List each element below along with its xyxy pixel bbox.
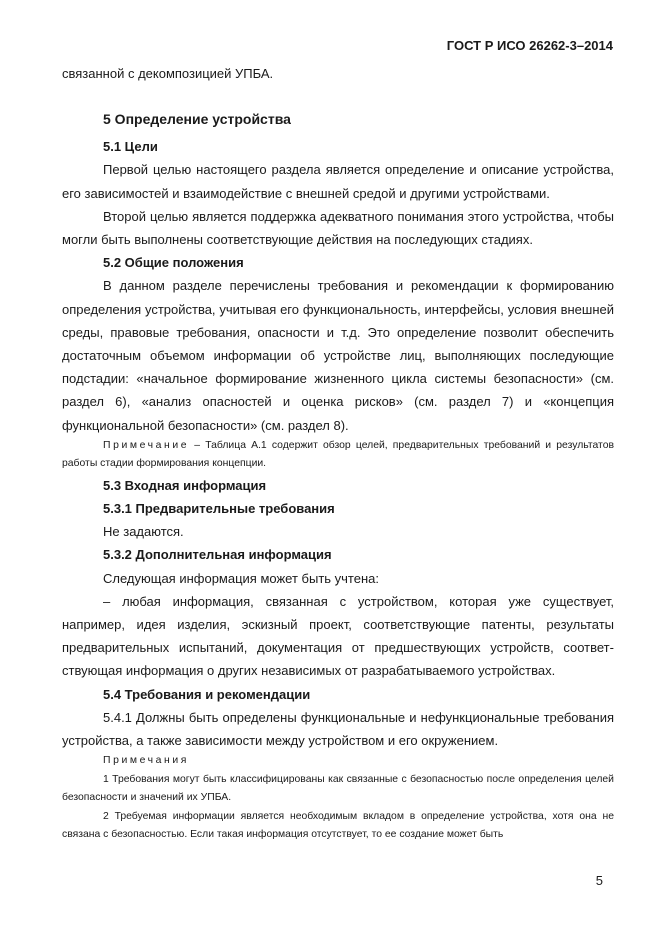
note-label: Примечание bbox=[103, 439, 190, 451]
section-5-1-title: 5.1 Цели bbox=[103, 139, 158, 155]
section-5-3-title: 5.3 Входная информация bbox=[103, 477, 267, 493]
section-5-1-paragraph-2: Второй целью является поддержка адекватного понимания этого устройства, чтобы могли быть выполнены соответствующие действия на последующих стадиях. bbox=[62, 208, 614, 248]
section-5-3-2-title: 5.3.2 Дополнительная информация bbox=[103, 547, 332, 563]
section-5-4-title: 5.4 Требования и рекомендации bbox=[103, 686, 311, 702]
section-5-3-1-paragraph: Не задаются. bbox=[103, 524, 184, 540]
section-5-3-2-paragraph-1: Следующая информация может быть учтена: bbox=[103, 570, 379, 586]
notes-label: Примечания bbox=[103, 755, 189, 767]
section-5-2-title: 5.2 Общие положения bbox=[103, 255, 244, 271]
note-text: – Таблица А.1 содержит обзор целей, предварительных требований и результатов работы стадии формирования концепции. bbox=[62, 439, 614, 470]
section-5-3-2-paragraph-2: – любая информация, связанная с устройством, которая уже существует, например, идея изделия, эскизный проект, соответствующие патенты, результаты предварительных испытаний, документация от предшествующих устройств, соответствующая информация о других независимых от разрабатываемого устройствах. bbox=[62, 593, 614, 679]
section-5-2-note bbox=[62, 437, 614, 474]
section-5-1-paragraph-1: Первой целью настоящего раздела является определение и описание устройства, его зависимостей и взаимодействие с внешней средой и другими устройствами. bbox=[62, 162, 614, 201]
section-5-4-1-paragraph: 5.4.1 Должны быть определены функциональные и нефункциональные требования устройства, а также зависимости между устройством и его окружением. bbox=[62, 709, 614, 749]
section-5-3-1-title: 5.3.1 Предварительные требования bbox=[103, 501, 335, 517]
section-5-title: 5 Определение устройства bbox=[103, 111, 291, 128]
document-body bbox=[62, 62, 614, 845]
document-header: ГОСТ Р ИСО 26262-3–2014 bbox=[446, 38, 613, 53]
page-number: 5 bbox=[595, 873, 603, 888]
continuation-text: связанной с декомпозицией УПБА. bbox=[62, 66, 274, 81]
note-2: 2 Требуемая информации является необходимым вкладом в определение устройства, хотя она не связана с безопасностью. Если такая информация отсутствует, то ее создание может быть bbox=[62, 810, 614, 841]
note-1: 1 Требования могут быть классифицированы как связанные с безопасностью после определения целей безопасности и значений их УПБА. bbox=[62, 773, 614, 804]
section-5-2-paragraph-1: В данном разделе перечислены требования и рекомендации к формированию определения устройства, учитывая его функциональность, интерфейсы, условия внешней среды, правовые требования, опасности и т.д. Это определение позволит обеспечить достаточным объемом информации об устройстве лиц, выполняющих последующие подстадии: «начальное формирование жизненного цикла системы безопасности» (см. раздел 6), «анализ опасностей и оценка рисков» (см. раздел 7) и «концепция функциональной безопасности» (см. раздел 8). bbox=[62, 278, 614, 433]
